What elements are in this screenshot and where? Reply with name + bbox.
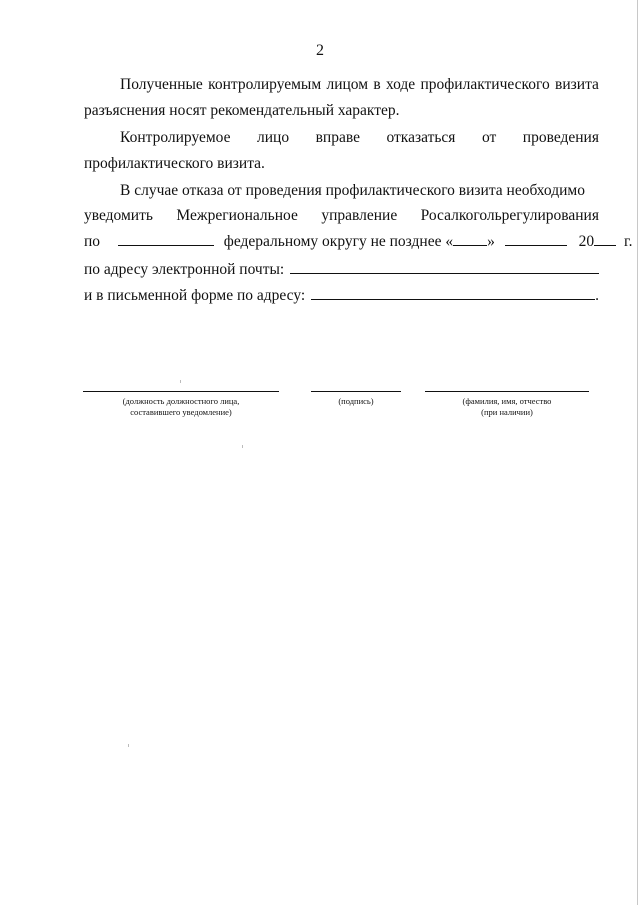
page-number: 2 [316, 42, 324, 59]
word: Контролируемое [120, 129, 231, 146]
para3-line1: В случае отказа от проведения профилактического визита необходимо [120, 182, 585, 199]
word: Межрегиональное [176, 207, 298, 224]
email-blank [290, 259, 599, 274]
para2-line1 [120, 128, 599, 148]
close-quote: » [487, 233, 495, 250]
year-suffix: г. [623, 233, 633, 250]
position-line [83, 391, 279, 392]
word: от [481, 129, 497, 146]
word: профилактического [420, 76, 550, 93]
month-blank [505, 231, 567, 246]
scan-speck [242, 445, 243, 448]
word: вправе [315, 129, 360, 146]
word: лицом [326, 76, 369, 93]
email-label: по адресу электронной почты: [84, 261, 285, 278]
para3-line5 [84, 285, 599, 306]
para3-line3 [84, 231, 633, 252]
po-label: по [84, 233, 101, 250]
district-blank [118, 231, 214, 246]
signature-caption-line: (подпись) [338, 396, 374, 406]
word: отказаться [386, 129, 456, 146]
word: визита [555, 76, 599, 93]
address-label: и в письменной форме по адресу: [84, 287, 306, 304]
year-blank [594, 231, 616, 246]
word: проведения [522, 129, 599, 146]
word: Полученные [120, 76, 203, 93]
name-caption-line2: (при наличии) [481, 407, 533, 417]
word: ходе [385, 76, 416, 93]
para1-line2: разъяснения носят рекомендательный характер. [84, 102, 400, 119]
position-caption [83, 396, 279, 418]
para3-line4 [84, 259, 599, 280]
name-line [425, 391, 589, 392]
scan-speck [128, 744, 129, 747]
word: Росалкогольрегулирования [420, 207, 599, 224]
period: . [595, 287, 599, 304]
para2-line2: профилактического визита. [84, 155, 265, 172]
year-prefix: 20 [578, 233, 595, 250]
word: уведомить [84, 207, 153, 224]
para1-line1 [120, 75, 599, 95]
deadline-text: федеральному округу не позднее « [223, 233, 454, 250]
position-caption-line2: составившего уведомление) [130, 407, 232, 417]
signature-caption [311, 396, 401, 407]
word: контролируемым [208, 76, 322, 93]
word: лицо [257, 129, 290, 146]
name-caption [425, 396, 589, 418]
word: управление [321, 207, 398, 224]
position-caption-line1: (должность должностного лица, [122, 396, 240, 406]
word: в [373, 76, 381, 93]
signature-line [311, 391, 401, 392]
address-blank [311, 285, 595, 300]
day-blank [453, 231, 487, 246]
scan-speck [180, 380, 181, 383]
name-caption-line1: (фамилия, имя, отчество [462, 396, 552, 406]
para3-line2 [84, 206, 599, 226]
page-edge [637, 0, 638, 905]
